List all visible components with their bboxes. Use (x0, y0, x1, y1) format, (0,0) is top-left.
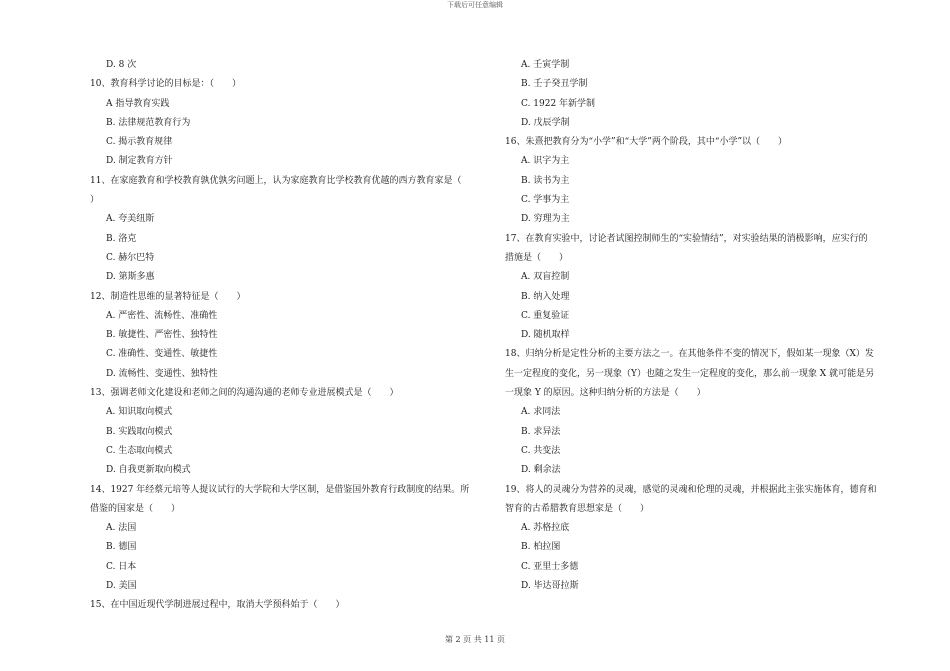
answer-option: D. 毕达哥拉斯 (521, 581, 579, 592)
question-text: 15、在中国近现代学制进展过程中，取消大学预科始于（ ） (90, 600, 345, 611)
answer-option: D. 流畅性、变通性、独特性 (106, 368, 218, 379)
question-text: 10、教育科学讨论的目标是：（ ） (90, 79, 241, 90)
answer-option: B. 壬子癸丑学制 (521, 79, 588, 90)
question-text: 措施是（ ） (505, 252, 569, 263)
answer-option: B. 洛克 (106, 233, 137, 244)
answer-option: B. 纳入处理 (521, 291, 570, 302)
question-text: ） (90, 195, 100, 206)
answer-option: A. 夸美纽斯 (106, 214, 155, 225)
answer-option: D. 剩余法 (521, 465, 561, 476)
question-text: 生一定程度的变化，另一现象（Y）也随之发生一定程度的变化，那么前一现象 X 就可能是另 (505, 368, 875, 379)
page-footer: 第 2 页 共 11 页 (445, 635, 505, 644)
answer-option: A. 苏格拉底 (521, 523, 570, 534)
answer-option: C. 准确性、变通性、敏捷性 (106, 349, 218, 360)
question-text: 11、在家庭教育和学校教育孰优孰劣问题上，认为家庭教育比学校教育优越的西方教育家是（ (90, 175, 462, 186)
answer-option: B. 法律规范教育行为 (106, 117, 191, 128)
answer-option: A. 知识取向模式 (106, 407, 173, 418)
question-text: 16、朱熹把教育分为“小学”和“大学”两个阶段，其中“小学”以（ ） (505, 137, 788, 148)
answer-option: D. 随机取样 (521, 330, 570, 341)
answer-option: C. 学事为主 (521, 195, 570, 206)
answer-option: C. 1922 年新学制 (521, 98, 596, 109)
answer-option: A. 识字为主 (521, 156, 570, 167)
question-text: 12、制造性思维的显著特征是（ ） (90, 291, 246, 302)
answer-option: B. 敏捷性、严密性、独特性 (106, 330, 218, 341)
question-text: 18、归纳分析是定性分析的主要方法之一。在其他条件不变的情况下，假如某一现象（X）发 (505, 349, 874, 360)
question-text: 一现象 Y 的原因。这种归纳分析的方法是（ ） (505, 388, 706, 399)
answer-option: A 指导教育实践 (106, 98, 170, 109)
question-text: 14、1927 年经蔡元培等人提议试行的大学院和大学区制，是借鉴国外教育行政制度的结果。所 (90, 484, 470, 495)
answer-option: A. 壬寅学制 (521, 60, 570, 70)
question-text: 智育的古希腊教育思想家是（ ） (505, 503, 650, 514)
page-header: 下载后可任意编辑 (447, 1, 503, 9)
left-column (90, 56, 486, 616)
answer-option: D. 戊辰学制 (521, 117, 570, 128)
answer-option: D. 穷理为主 (521, 214, 570, 225)
answer-option: B. 德国 (106, 542, 137, 553)
answer-option: A. 法国 (106, 523, 137, 534)
answer-option: C. 共变法 (521, 445, 561, 456)
answer-option: C. 日本 (106, 561, 137, 572)
answer-option: B. 实践取向模式 (106, 426, 173, 437)
answer-option: B. 求异法 (521, 426, 561, 437)
answer-option: A. 双盲控制 (521, 272, 570, 283)
answer-option: D. 自我更新取向模式 (106, 465, 191, 476)
answer-option: C. 揭示教育规律 (106, 137, 173, 148)
answer-option: A. 严密性、流畅性、准确性 (106, 310, 218, 321)
answer-option: C. 亚里士多德 (521, 561, 579, 572)
answer-option: D. 美国 (106, 581, 137, 592)
answer-option: C. 重复验证 (521, 310, 570, 321)
answer-option: C. 赫尔巴特 (106, 252, 155, 263)
answer-option: C. 生态取向模式 (106, 445, 173, 456)
answer-option: B. 柏拉图 (521, 542, 561, 553)
question-text: 17、在教育实验中，讨论者试图控制师生的“实验情结”，对实验结果的消极影响，应实行的 (505, 233, 868, 244)
question-text: 13、强调老师文化建设和老师之间的沟通沟通的老师专业进展模式是（ ） (90, 388, 399, 399)
answer-option: D. 第斯多惠 (106, 272, 155, 283)
answer-option: D. 8 次 (106, 60, 137, 70)
answer-option: B. 读书为主 (521, 175, 570, 186)
answer-option: A. 求同法 (521, 407, 561, 418)
right-column (505, 56, 901, 596)
question-text: 借鉴的国家是（ ） (90, 503, 181, 514)
answer-option: D. 制定教育方针 (106, 156, 173, 167)
question-text: 19、将人的灵魂分为营养的灵魂，感觉的灵魂和伦理的灵魂，并根据此主张实施体育，德育和 (505, 484, 877, 495)
